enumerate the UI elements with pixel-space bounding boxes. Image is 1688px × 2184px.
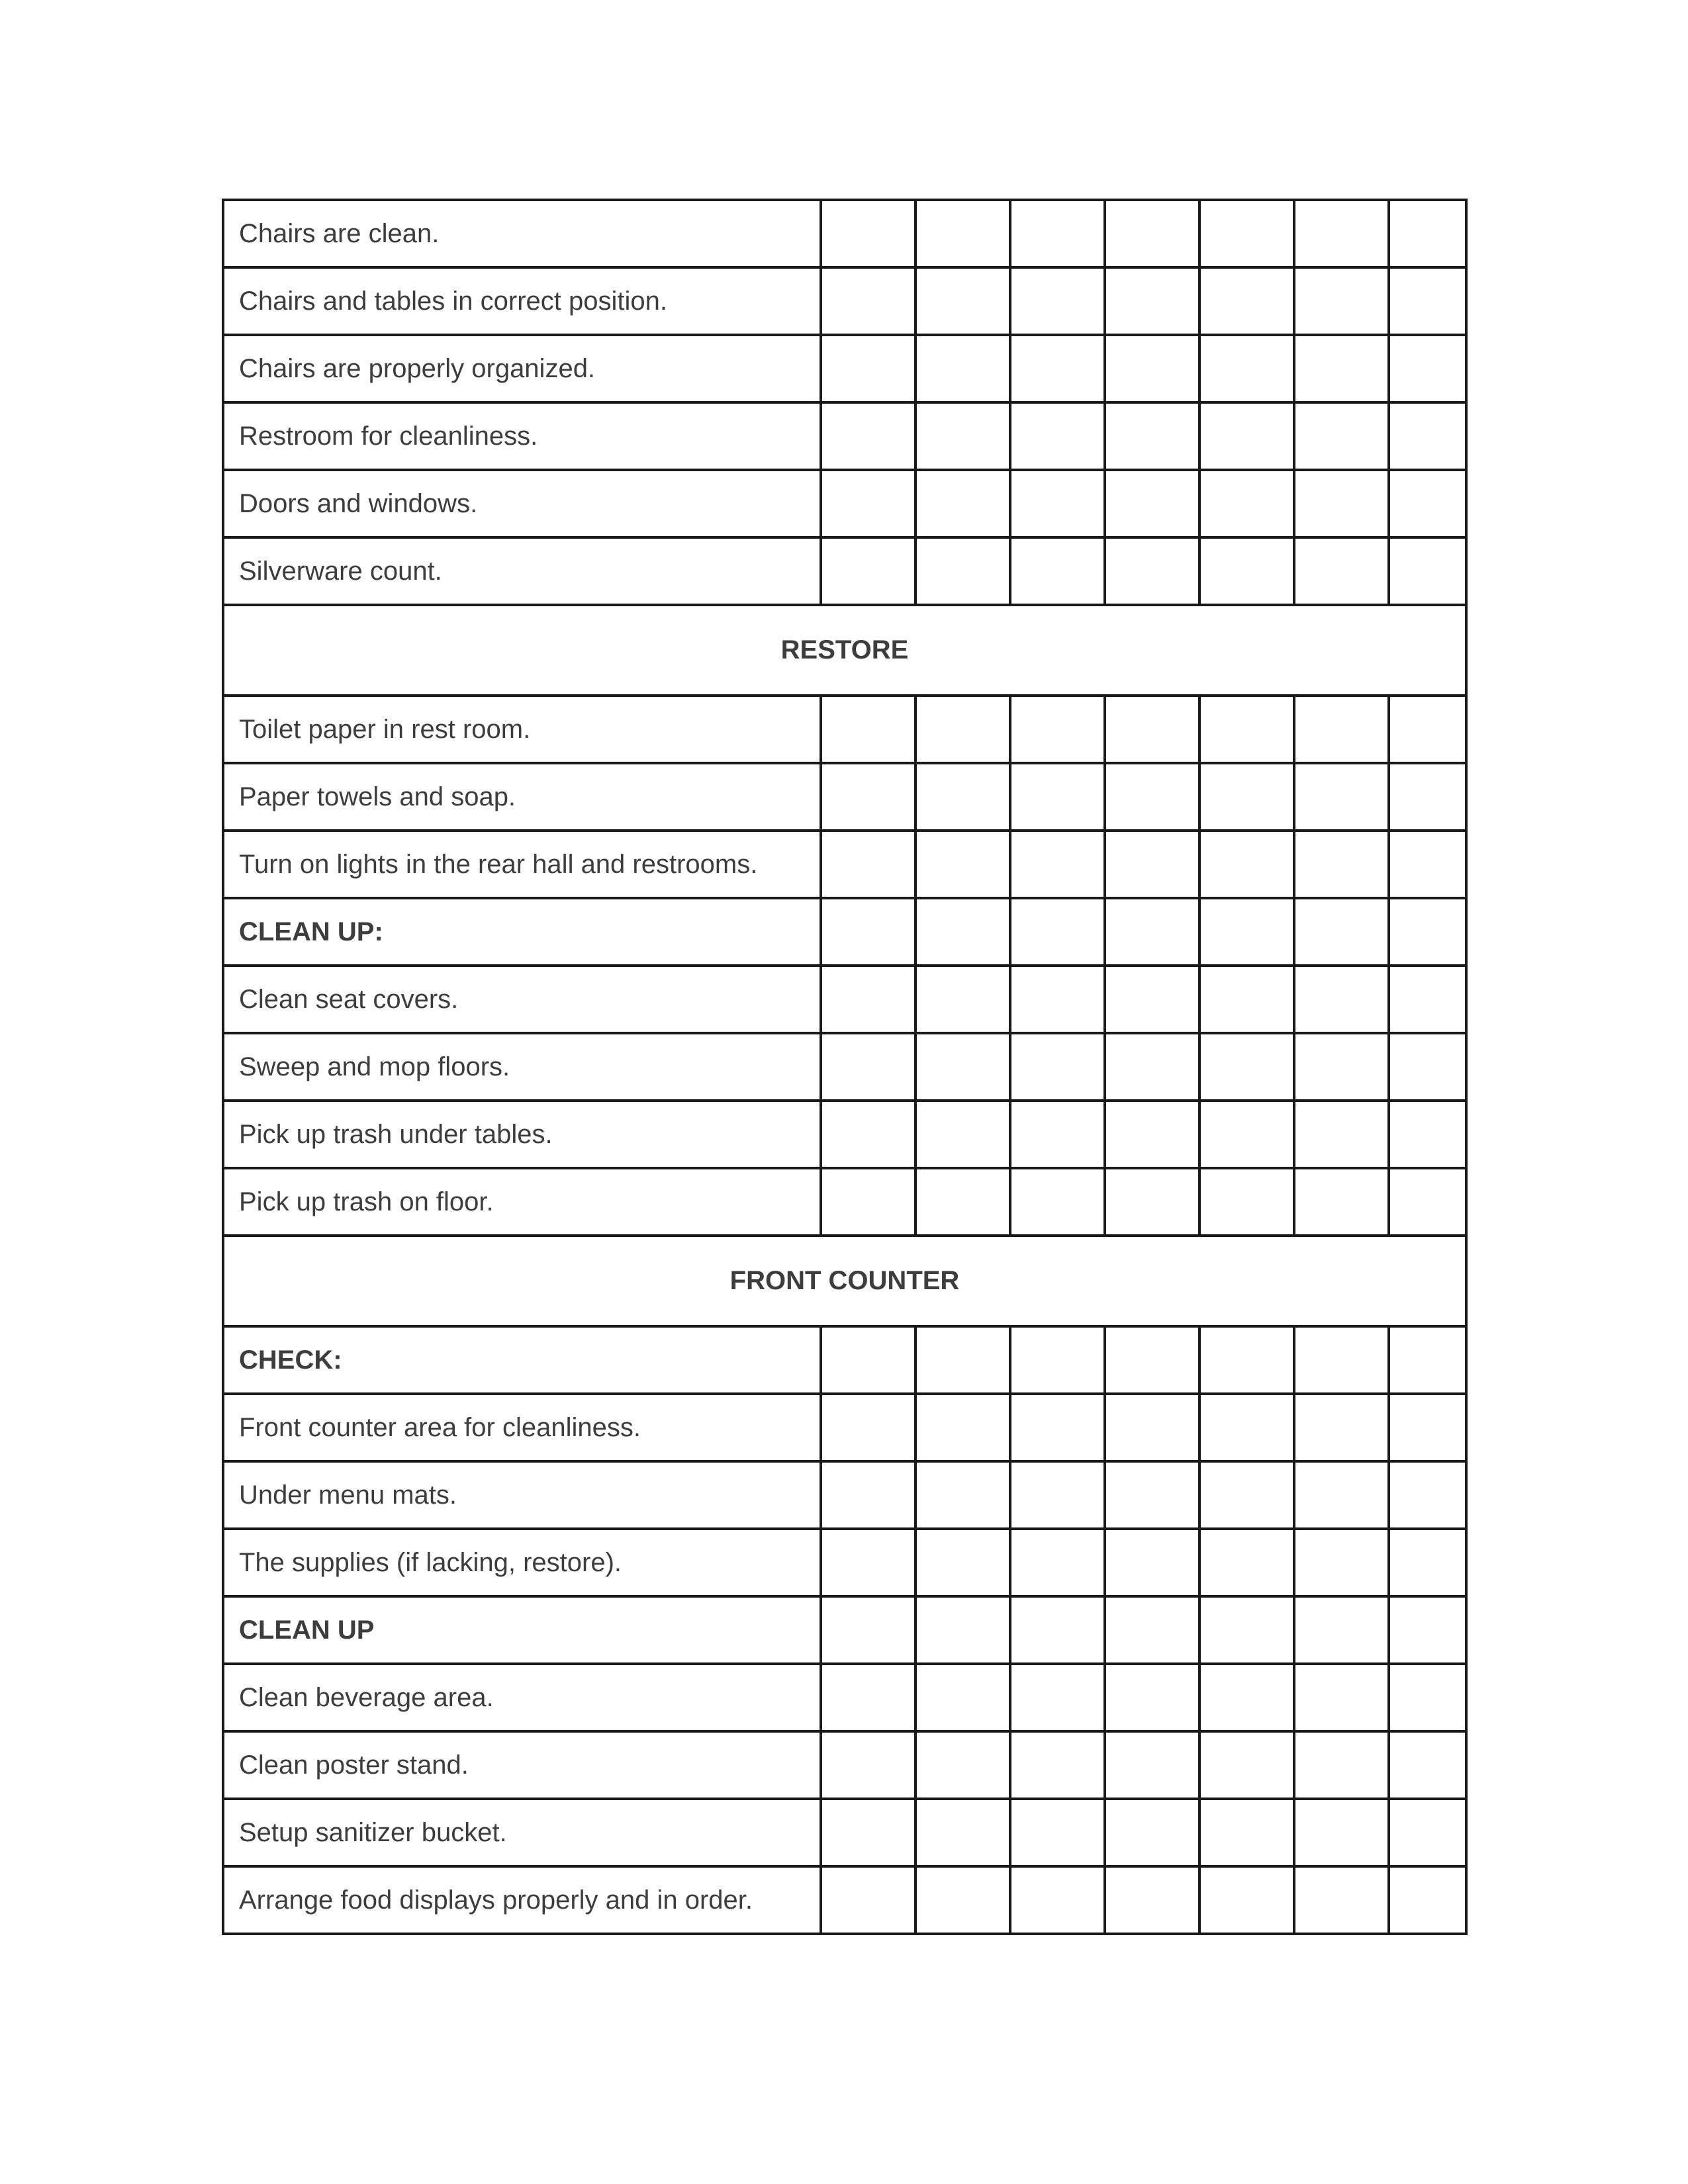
- check-box-cell[interactable]: [1010, 1866, 1105, 1934]
- check-box-cell[interactable]: [915, 200, 1010, 267]
- task-label: Paper towels and soap.: [223, 763, 821, 831]
- task-row: [223, 1799, 1466, 1866]
- check-box-cell[interactable]: [1294, 335, 1389, 402]
- check-box-cell[interactable]: [1294, 537, 1389, 605]
- check-box-cell[interactable]: [1294, 1799, 1389, 1866]
- check-box-cell[interactable]: [1199, 1664, 1294, 1731]
- check-box-cell[interactable]: [1389, 1101, 1466, 1168]
- check-box-cell[interactable]: [821, 267, 915, 335]
- check-box-cell[interactable]: [1010, 696, 1105, 763]
- subheading-label: CHECK:: [223, 1326, 821, 1394]
- check-box-cell[interactable]: [1294, 200, 1389, 267]
- check-box-cell[interactable]: [1294, 1731, 1389, 1799]
- check-box-cell[interactable]: [821, 1394, 915, 1461]
- check-box-cell[interactable]: [1294, 402, 1389, 470]
- check-box-cell[interactable]: [1010, 200, 1105, 267]
- check-box-cell[interactable]: [1199, 898, 1294, 966]
- check-box-cell[interactable]: [821, 402, 915, 470]
- check-box-cell[interactable]: [1294, 267, 1389, 335]
- check-box-cell[interactable]: [1294, 1866, 1389, 1934]
- check-box-cell[interactable]: [915, 1529, 1010, 1596]
- check-box-cell[interactable]: [1199, 1866, 1294, 1934]
- check-box-cell[interactable]: [1294, 696, 1389, 763]
- task-row: [223, 966, 1466, 1033]
- task-row: [223, 1101, 1466, 1168]
- checklist-table: [222, 199, 1468, 1935]
- check-box-cell[interactable]: [1105, 1664, 1199, 1731]
- check-box-cell[interactable]: [1389, 898, 1466, 966]
- task-label: Restroom for cleanliness.: [223, 402, 821, 470]
- check-box-cell[interactable]: [1294, 1101, 1389, 1168]
- check-box-cell[interactable]: [1105, 1799, 1199, 1866]
- check-box-cell[interactable]: [1105, 966, 1199, 1033]
- check-box-cell[interactable]: [1010, 763, 1105, 831]
- check-box-cell[interactable]: [1105, 537, 1199, 605]
- check-box-cell[interactable]: [1389, 200, 1466, 267]
- check-box-cell[interactable]: [821, 1731, 915, 1799]
- check-box-cell[interactable]: [1010, 1799, 1105, 1866]
- check-box-cell[interactable]: [1389, 1866, 1466, 1934]
- check-box-cell[interactable]: [1105, 200, 1199, 267]
- check-box-cell[interactable]: [1389, 1799, 1466, 1866]
- check-box-cell[interactable]: [1105, 1394, 1199, 1461]
- check-box-cell[interactable]: [1105, 696, 1199, 763]
- task-row: [223, 1731, 1466, 1799]
- check-box-cell[interactable]: [821, 763, 915, 831]
- check-box-cell[interactable]: [915, 763, 1010, 831]
- check-box-cell[interactable]: [915, 267, 1010, 335]
- subheading-row: [223, 1326, 1466, 1394]
- check-box-cell[interactable]: [1294, 966, 1389, 1033]
- check-box-cell[interactable]: [1105, 831, 1199, 898]
- task-label: Chairs are properly organized.: [223, 335, 821, 402]
- check-box-cell[interactable]: [821, 200, 915, 267]
- check-box-cell[interactable]: [915, 1101, 1010, 1168]
- check-box-cell[interactable]: [915, 696, 1010, 763]
- check-box-cell[interactable]: [1389, 1168, 1466, 1236]
- check-box-cell[interactable]: [821, 831, 915, 898]
- check-box-cell[interactable]: [1199, 696, 1294, 763]
- check-box-cell[interactable]: [1389, 696, 1466, 763]
- check-box-cell[interactable]: [1294, 1168, 1389, 1236]
- check-box-cell[interactable]: [915, 402, 1010, 470]
- check-box-cell[interactable]: [821, 1033, 915, 1101]
- check-box-cell[interactable]: [1389, 537, 1466, 605]
- check-box-cell[interactable]: [1199, 1731, 1294, 1799]
- check-box-cell[interactable]: [915, 1664, 1010, 1731]
- check-box-cell[interactable]: [1010, 1529, 1105, 1596]
- check-box-cell[interactable]: [1010, 1731, 1105, 1799]
- check-box-cell[interactable]: [1010, 267, 1105, 335]
- check-box-cell[interactable]: [1294, 470, 1389, 537]
- check-box-cell[interactable]: [1105, 1326, 1199, 1394]
- check-box-cell[interactable]: [1105, 1461, 1199, 1529]
- task-label: Pick up trash on floor.: [223, 1168, 821, 1236]
- check-box-cell[interactable]: [1105, 1101, 1199, 1168]
- task-row: [223, 1033, 1466, 1101]
- check-box-cell[interactable]: [915, 1461, 1010, 1529]
- check-box-cell[interactable]: [1010, 1461, 1105, 1529]
- check-box-cell[interactable]: [915, 1866, 1010, 1934]
- check-box-cell[interactable]: [1010, 1596, 1105, 1664]
- check-box-cell[interactable]: [1389, 267, 1466, 335]
- check-box-cell[interactable]: [1105, 1033, 1199, 1101]
- check-box-cell[interactable]: [1199, 966, 1294, 1033]
- task-row: [223, 267, 1466, 335]
- check-box-cell[interactable]: [1010, 966, 1105, 1033]
- check-box-cell[interactable]: [1389, 470, 1466, 537]
- check-box-cell[interactable]: [1294, 1394, 1389, 1461]
- check-box-cell[interactable]: [1105, 1731, 1199, 1799]
- check-box-cell[interactable]: [915, 1596, 1010, 1664]
- check-box-cell[interactable]: [1199, 1394, 1294, 1461]
- check-box-cell[interactable]: [1389, 1529, 1466, 1596]
- task-label: Sweep and mop floors.: [223, 1033, 821, 1101]
- task-row: [223, 831, 1466, 898]
- check-box-cell[interactable]: [821, 1326, 915, 1394]
- task-row: [223, 402, 1466, 470]
- task-label: Turn on lights in the rear hall and restrooms.: [223, 831, 821, 898]
- task-label: Clean seat covers.: [223, 966, 821, 1033]
- check-box-cell[interactable]: [1294, 831, 1389, 898]
- check-box-cell[interactable]: [915, 831, 1010, 898]
- task-label: The supplies (if lacking, restore).: [223, 1529, 821, 1596]
- task-row: [223, 200, 1466, 267]
- section-title: RESTORE: [223, 605, 1466, 696]
- check-box-cell[interactable]: [1010, 898, 1105, 966]
- check-box-cell[interactable]: [1010, 1168, 1105, 1236]
- check-box-cell[interactable]: [915, 1799, 1010, 1866]
- check-box-cell[interactable]: [821, 966, 915, 1033]
- check-box-cell[interactable]: [1294, 763, 1389, 831]
- check-box-cell[interactable]: [1010, 537, 1105, 605]
- check-box-cell[interactable]: [1389, 1394, 1466, 1461]
- subheading-label: CLEAN UP: [223, 1596, 821, 1664]
- check-box-cell[interactable]: [1199, 200, 1294, 267]
- check-box-cell[interactable]: [915, 1394, 1010, 1461]
- check-box-cell[interactable]: [915, 1168, 1010, 1236]
- check-box-cell[interactable]: [1105, 763, 1199, 831]
- task-row: [223, 1394, 1466, 1461]
- check-box-cell[interactable]: [1105, 470, 1199, 537]
- check-box-cell[interactable]: [1294, 1664, 1389, 1731]
- checklist-body: [223, 200, 1466, 1934]
- check-box-cell[interactable]: [1294, 898, 1389, 966]
- task-label: Chairs and tables in correct position.: [223, 267, 821, 335]
- task-row: [223, 696, 1466, 763]
- check-box-cell[interactable]: [1199, 1461, 1294, 1529]
- check-box-cell[interactable]: [1199, 1101, 1294, 1168]
- check-box-cell[interactable]: [1294, 1461, 1389, 1529]
- check-box-cell[interactable]: [915, 1326, 1010, 1394]
- check-box-cell[interactable]: [1010, 1101, 1105, 1168]
- check-box-cell[interactable]: [915, 1033, 1010, 1101]
- task-label: Under menu mats.: [223, 1461, 821, 1529]
- check-box-cell[interactable]: [1105, 335, 1199, 402]
- check-box-cell[interactable]: [1389, 831, 1466, 898]
- check-box-cell[interactable]: [915, 537, 1010, 605]
- check-box-cell[interactable]: [915, 470, 1010, 537]
- check-box-cell[interactable]: [1199, 470, 1294, 537]
- subheading-label: CLEAN UP:: [223, 898, 821, 966]
- check-box-cell[interactable]: [821, 1461, 915, 1529]
- task-label: Front counter area for cleanliness.: [223, 1394, 821, 1461]
- check-box-cell[interactable]: [821, 1664, 915, 1731]
- check-box-cell[interactable]: [1105, 1866, 1199, 1934]
- check-box-cell[interactable]: [821, 1596, 915, 1664]
- check-box-cell[interactable]: [1199, 1033, 1294, 1101]
- task-row: [223, 537, 1466, 605]
- check-box-cell[interactable]: [1010, 1033, 1105, 1101]
- check-box-cell[interactable]: [1294, 1529, 1389, 1596]
- task-label: Chairs are clean.: [223, 200, 821, 267]
- check-box-cell[interactable]: [915, 335, 1010, 402]
- check-box-cell[interactable]: [1389, 1033, 1466, 1101]
- check-box-cell[interactable]: [1199, 1529, 1294, 1596]
- task-label: Pick up trash under tables.: [223, 1101, 821, 1168]
- check-box-cell[interactable]: [821, 335, 915, 402]
- check-box-cell[interactable]: [1199, 335, 1294, 402]
- check-box-cell[interactable]: [915, 898, 1010, 966]
- check-box-cell[interactable]: [1199, 537, 1294, 605]
- check-box-cell[interactable]: [821, 537, 915, 605]
- check-box-cell[interactable]: [821, 470, 915, 537]
- check-box-cell[interactable]: [1389, 402, 1466, 470]
- check-box-cell[interactable]: [1105, 1596, 1199, 1664]
- check-box-cell[interactable]: [1389, 966, 1466, 1033]
- check-box-cell[interactable]: [1199, 763, 1294, 831]
- task-row: [223, 763, 1466, 831]
- section-title: FRONT COUNTER: [223, 1236, 1466, 1326]
- section-header-row: [223, 1236, 1466, 1326]
- check-box-cell[interactable]: [1199, 1168, 1294, 1236]
- task-row: [223, 1461, 1466, 1529]
- task-row: [223, 1168, 1466, 1236]
- check-box-cell[interactable]: [915, 966, 1010, 1033]
- check-box-cell[interactable]: [1389, 335, 1466, 402]
- task-row: [223, 1664, 1466, 1731]
- task-label: Arrange food displays properly and in order.: [223, 1866, 821, 1934]
- check-box-cell[interactable]: [1389, 763, 1466, 831]
- task-row: [223, 1529, 1466, 1596]
- check-box-cell[interactable]: [1010, 1394, 1105, 1461]
- check-box-cell[interactable]: [1105, 1529, 1199, 1596]
- check-box-cell[interactable]: [1389, 1664, 1466, 1731]
- check-box-cell[interactable]: [1105, 898, 1199, 966]
- check-box-cell[interactable]: [1294, 1596, 1389, 1664]
- check-box-cell[interactable]: [821, 1529, 915, 1596]
- task-label: Clean poster stand.: [223, 1731, 821, 1799]
- check-box-cell[interactable]: [1199, 1799, 1294, 1866]
- task-label: Clean beverage area.: [223, 1664, 821, 1731]
- check-box-cell[interactable]: [1010, 1664, 1105, 1731]
- task-row: [223, 1866, 1466, 1934]
- task-label: Setup sanitizer bucket.: [223, 1799, 821, 1866]
- check-box-cell[interactable]: [1010, 1326, 1105, 1394]
- check-box-cell[interactable]: [821, 696, 915, 763]
- check-box-cell[interactable]: [1199, 402, 1294, 470]
- check-box-cell[interactable]: [1199, 267, 1294, 335]
- task-label: Toilet paper in rest room.: [223, 696, 821, 763]
- subheading-row: [223, 1596, 1466, 1664]
- check-box-cell[interactable]: [821, 1101, 915, 1168]
- check-box-cell[interactable]: [1010, 470, 1105, 537]
- task-row: [223, 335, 1466, 402]
- check-box-cell[interactable]: [1389, 1326, 1466, 1394]
- check-box-cell[interactable]: [1389, 1461, 1466, 1529]
- check-box-cell[interactable]: [1010, 402, 1105, 470]
- check-box-cell[interactable]: [1389, 1731, 1466, 1799]
- task-label: Silverware count.: [223, 537, 821, 605]
- task-row: [223, 470, 1466, 537]
- check-box-cell[interactable]: [821, 1799, 915, 1866]
- check-box-cell[interactable]: [1294, 1326, 1389, 1394]
- check-box-cell[interactable]: [1199, 1326, 1294, 1394]
- check-box-cell[interactable]: [1105, 267, 1199, 335]
- check-box-cell[interactable]: [1199, 831, 1294, 898]
- check-box-cell[interactable]: [1105, 402, 1199, 470]
- check-box-cell[interactable]: [915, 1731, 1010, 1799]
- subheading-row: [223, 898, 1466, 966]
- check-box-cell[interactable]: [1389, 1596, 1466, 1664]
- check-box-cell[interactable]: [1294, 1033, 1389, 1101]
- check-box-cell[interactable]: [1199, 1596, 1294, 1664]
- section-header-row: [223, 605, 1466, 696]
- task-label: Doors and windows.: [223, 470, 821, 537]
- check-box-cell[interactable]: [1010, 335, 1105, 402]
- check-box-cell[interactable]: [821, 1866, 915, 1934]
- check-box-cell[interactable]: [821, 1168, 915, 1236]
- check-box-cell[interactable]: [1010, 831, 1105, 898]
- check-box-cell[interactable]: [821, 898, 915, 966]
- check-box-cell[interactable]: [1105, 1168, 1199, 1236]
